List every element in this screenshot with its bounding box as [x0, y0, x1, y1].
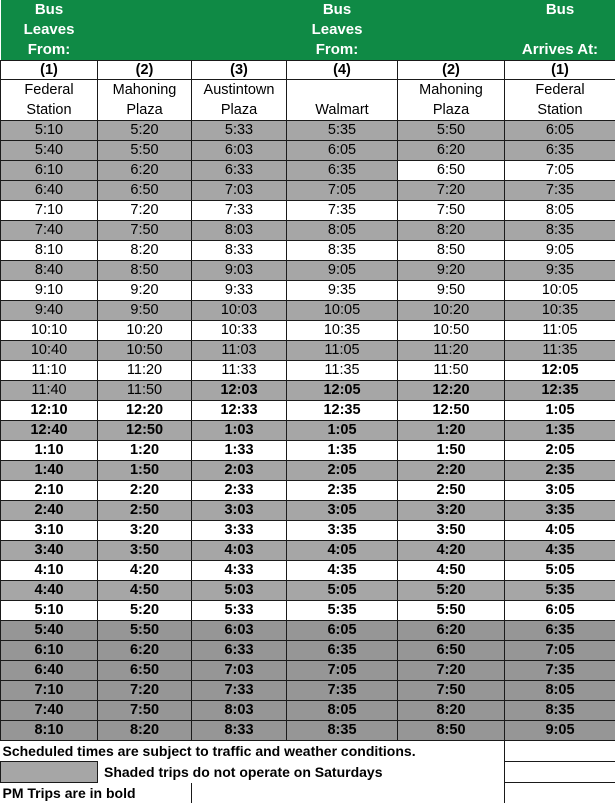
trip-time: 3:05: [505, 481, 615, 501]
trip-time: 4:50: [98, 581, 192, 601]
trip-time: 12:40: [1, 421, 98, 441]
trip-time: 8:10: [1, 241, 98, 261]
trip-time: 2:05: [287, 461, 398, 481]
stop-number: (2): [398, 61, 505, 80]
trip-time: 8:10: [1, 721, 98, 741]
trip-time: 1:35: [287, 441, 398, 461]
trip-row: [1, 281, 615, 301]
trip-time: 10:50: [398, 321, 505, 341]
trip-time: 3:35: [505, 501, 615, 521]
trip-time: 3:10: [1, 521, 98, 541]
trip-time: 4:20: [398, 541, 505, 561]
trip-time: 6:03: [192, 141, 287, 161]
trip-time: 12:10: [1, 401, 98, 421]
trip-time: 11:50: [398, 361, 505, 381]
trip-time: 7:03: [192, 181, 287, 201]
trip-time: 9:40: [1, 301, 98, 321]
trip-time: 9:05: [287, 261, 398, 281]
trip-time: 11:40: [1, 381, 98, 401]
trip-time: 12:05: [287, 381, 398, 401]
trip-time: 6:20: [98, 161, 192, 181]
stop-name: Federal Station: [505, 80, 615, 121]
trip-time: 4:50: [398, 561, 505, 581]
trip-time: 8:50: [398, 241, 505, 261]
trip-time: 2:10: [1, 481, 98, 501]
trip-time: 10:50: [98, 341, 192, 361]
trip-time: 11:10: [1, 361, 98, 381]
trip-time: 1:10: [1, 441, 98, 461]
trip-time: 8:35: [287, 241, 398, 261]
trip-time: 11:35: [287, 361, 398, 381]
trip-time: 10:40: [1, 341, 98, 361]
trip-time: 1:20: [398, 421, 505, 441]
header-arrives-at: Bus Arrives At:: [505, 0, 615, 61]
trip-time: 8:05: [287, 701, 398, 721]
trip-time: 8:40: [1, 261, 98, 281]
header-leaves-from-left: Bus Leaves From:: [1, 0, 98, 61]
trip-row: [1, 141, 615, 161]
trip-time: 7:50: [398, 201, 505, 221]
trip-row: [1, 461, 615, 481]
trip-row: [1, 221, 615, 241]
trip-row: [1, 121, 615, 141]
trip-time: 6:05: [287, 141, 398, 161]
trip-time: 9:35: [287, 281, 398, 301]
trip-time: 3:50: [98, 541, 192, 561]
trip-time: 1:05: [505, 401, 615, 421]
trip-time: 10:05: [287, 301, 398, 321]
stop-name: Mahoning Plaza: [398, 80, 505, 121]
trip-time: 6:50: [398, 161, 505, 181]
footnote-row: [1, 741, 615, 762]
trip-time: 2:40: [1, 501, 98, 521]
trip-time: 5:03: [192, 581, 287, 601]
trip-time: 12:05: [505, 361, 615, 381]
trip-time: 2:33: [192, 481, 287, 501]
trip-time: 1:50: [398, 441, 505, 461]
footnote-shaded: Shaded trips do not operate on Saturdays: [98, 762, 505, 783]
trip-row: [1, 261, 615, 281]
trip-time: 5:35: [287, 601, 398, 621]
trip-time: 8:20: [98, 241, 192, 261]
trip-time: 6:10: [1, 161, 98, 181]
trip-time: 1:33: [192, 441, 287, 461]
stop-name: Walmart: [287, 80, 398, 121]
trip-time: 8:50: [398, 721, 505, 741]
trip-time: 5:50: [98, 141, 192, 161]
trip-row: [1, 681, 615, 701]
trip-time: 8:35: [505, 701, 615, 721]
trip-row: [1, 641, 615, 661]
trip-time: 3:20: [398, 501, 505, 521]
footnote-row: [1, 783, 615, 803]
trip-time: 5:50: [98, 621, 192, 641]
trip-time: 5:50: [398, 601, 505, 621]
trip-time: 5:20: [98, 601, 192, 621]
trip-time: 9:20: [98, 281, 192, 301]
footnote-traffic: Scheduled times are subject to traffic and weather conditions.: [1, 741, 505, 762]
trip-time: 9:50: [398, 281, 505, 301]
trip-time: 2:20: [98, 481, 192, 501]
trip-time: 3:05: [287, 501, 398, 521]
trip-time: 1:40: [1, 461, 98, 481]
trip-time: 3:20: [98, 521, 192, 541]
trip-time: 8:33: [192, 241, 287, 261]
trip-time: 6:20: [98, 641, 192, 661]
trip-time: 7:35: [287, 201, 398, 221]
trip-time: 5:35: [505, 581, 615, 601]
header-leaves-from-middle: Bus Leaves From:: [287, 0, 398, 61]
trip-time: 6:35: [505, 141, 615, 161]
trip-time: 4:20: [98, 561, 192, 581]
trip-time: 10:33: [192, 321, 287, 341]
trip-time: 7:50: [98, 221, 192, 241]
trip-time: 7:20: [98, 681, 192, 701]
trip-time: 7:40: [1, 221, 98, 241]
trip-time: 7:05: [505, 161, 615, 181]
shade-legend-swatch: [1, 762, 98, 783]
trip-time: 11:50: [98, 381, 192, 401]
trip-time: 6:50: [398, 641, 505, 661]
trip-time: 5:33: [192, 601, 287, 621]
trip-time: 6:40: [1, 661, 98, 681]
trip-time: 5:33: [192, 121, 287, 141]
trip-time: 6:50: [98, 181, 192, 201]
trip-time: 11:05: [505, 321, 615, 341]
trip-time: 1:03: [192, 421, 287, 441]
trip-time: 12:20: [398, 381, 505, 401]
trip-time: 1:50: [98, 461, 192, 481]
trip-row: [1, 361, 615, 381]
trip-time: 3:40: [1, 541, 98, 561]
trip-time: 7:35: [287, 681, 398, 701]
trip-time: 7:50: [98, 701, 192, 721]
trip-time: 9:33: [192, 281, 287, 301]
trip-row: [1, 161, 615, 181]
trip-time: 10:10: [1, 321, 98, 341]
trip-time: 8:35: [287, 721, 398, 741]
trip-row: [1, 721, 615, 741]
trip-time: 4:35: [505, 541, 615, 561]
trip-time: 7:10: [1, 681, 98, 701]
trip-time: 11:33: [192, 361, 287, 381]
trip-time: 7:10: [1, 201, 98, 221]
trip-time: 2:05: [505, 441, 615, 461]
trip-row: [1, 181, 615, 201]
trip-row: [1, 581, 615, 601]
trip-time: 6:50: [98, 661, 192, 681]
trip-row: [1, 381, 615, 401]
header-band: [1, 0, 615, 61]
stop-number: (4): [287, 61, 398, 80]
stop-number: (2): [98, 61, 192, 80]
trip-row: [1, 421, 615, 441]
trip-row: [1, 661, 615, 681]
stop-name-row: [1, 80, 615, 121]
trip-time: 2:50: [398, 481, 505, 501]
trip-row: [1, 301, 615, 321]
trip-time: 6:10: [1, 641, 98, 661]
trip-time: 7:03: [192, 661, 287, 681]
trip-row: [1, 401, 615, 421]
trip-time: 3:50: [398, 521, 505, 541]
trip-time: 5:10: [1, 121, 98, 141]
trip-time: 7:20: [98, 201, 192, 221]
trip-time: 10:35: [505, 301, 615, 321]
trip-time: 5:05: [287, 581, 398, 601]
trip-time: 2:35: [505, 461, 615, 481]
trip-time: 4:05: [287, 541, 398, 561]
trip-time: 11:35: [505, 341, 615, 361]
trip-row: [1, 481, 615, 501]
trip-time: 4:33: [192, 561, 287, 581]
trip-time: 2:50: [98, 501, 192, 521]
trip-time: 12:35: [505, 381, 615, 401]
trip-time: 12:20: [98, 401, 192, 421]
trip-time: 8:20: [98, 721, 192, 741]
trip-time: 5:20: [98, 121, 192, 141]
trip-row: [1, 321, 615, 341]
trip-time: 5:35: [287, 121, 398, 141]
trip-time: 12:35: [287, 401, 398, 421]
trip-time: 2:35: [287, 481, 398, 501]
trip-time: 9:10: [1, 281, 98, 301]
trip-row: [1, 621, 615, 641]
trip-row: [1, 441, 615, 461]
trip-row: [1, 561, 615, 581]
trip-time: 7:33: [192, 681, 287, 701]
trip-time: 1:20: [98, 441, 192, 461]
trip-time: 6:03: [192, 621, 287, 641]
trip-time: 4:35: [287, 561, 398, 581]
trip-time: 8:20: [398, 221, 505, 241]
trip-row: [1, 241, 615, 261]
trip-time: 4:05: [505, 521, 615, 541]
trip-time: 5:10: [1, 601, 98, 621]
trip-time: 6:05: [505, 121, 615, 141]
trip-time: 10:20: [98, 321, 192, 341]
trip-time: 8:05: [505, 201, 615, 221]
trip-time: 10:05: [505, 281, 615, 301]
trip-time: 6:05: [287, 621, 398, 641]
trip-time: 5:05: [505, 561, 615, 581]
trip-row: [1, 341, 615, 361]
stop-name: Austintown Plaza: [192, 80, 287, 121]
trip-time: 7:50: [398, 681, 505, 701]
stop-number: (1): [505, 61, 615, 80]
trip-time: 7:05: [287, 661, 398, 681]
trip-time: 9:50: [98, 301, 192, 321]
trip-time: 6:05: [505, 601, 615, 621]
trip-time: 1:35: [505, 421, 615, 441]
trip-time: 9:35: [505, 261, 615, 281]
stop-name: Mahoning Plaza: [98, 80, 192, 121]
time-rows: [1, 121, 615, 741]
trip-time: 11:20: [98, 361, 192, 381]
trip-row: [1, 201, 615, 221]
stop-number: (1): [1, 61, 98, 80]
trip-time: 11:03: [192, 341, 287, 361]
trip-time: 9:05: [505, 241, 615, 261]
trip-time: 11:05: [287, 341, 398, 361]
trip-time: 3:33: [192, 521, 287, 541]
trip-time: 5:20: [398, 581, 505, 601]
trip-time: 8:05: [287, 221, 398, 241]
trip-time: 8:35: [505, 221, 615, 241]
trip-time: 12:50: [98, 421, 192, 441]
trip-row: [1, 541, 615, 561]
trip-time: 3:03: [192, 501, 287, 521]
trip-time: 7:05: [287, 181, 398, 201]
trip-time: 7:40: [1, 701, 98, 721]
trip-time: 11:20: [398, 341, 505, 361]
trip-time: 9:03: [192, 261, 287, 281]
footnote-pm: PM Trips are in bold: [1, 783, 192, 803]
trip-time: 12:50: [398, 401, 505, 421]
trip-row: [1, 521, 615, 541]
trip-time: 8:05: [505, 681, 615, 701]
trip-time: 7:20: [398, 661, 505, 681]
trip-time: 1:05: [287, 421, 398, 441]
trip-time: 8:50: [98, 261, 192, 281]
trip-time: 7:05: [505, 641, 615, 661]
trip-row: [1, 501, 615, 521]
footnote-row: [1, 762, 615, 783]
trip-time: 4:40: [1, 581, 98, 601]
trip-time: 4:10: [1, 561, 98, 581]
trip-time: 7:33: [192, 201, 287, 221]
trip-time: 4:03: [192, 541, 287, 561]
trip-time: 6:35: [505, 621, 615, 641]
trip-time: 7:35: [505, 181, 615, 201]
trip-time: 8:03: [192, 221, 287, 241]
trip-time: 7:20: [398, 181, 505, 201]
trip-time: 9:05: [505, 721, 615, 741]
stop-number: (3): [192, 61, 287, 80]
trip-time: 12:33: [192, 401, 287, 421]
trip-time: 6:33: [192, 641, 287, 661]
stop-name: Federal Station: [1, 80, 98, 121]
trip-time: 6:20: [398, 621, 505, 641]
trip-time: 6:35: [287, 161, 398, 181]
trip-time: 9:20: [398, 261, 505, 281]
trip-time: 12:03: [192, 381, 287, 401]
trip-time: 6:40: [1, 181, 98, 201]
trip-time: 6:20: [398, 141, 505, 161]
trip-row: [1, 701, 615, 721]
trip-time: 8:03: [192, 701, 287, 721]
trip-row: [1, 601, 615, 621]
trip-time: 10:20: [398, 301, 505, 321]
trip-time: 8:33: [192, 721, 287, 741]
trip-time: 10:35: [287, 321, 398, 341]
trip-time: 2:03: [192, 461, 287, 481]
trip-time: 2:20: [398, 461, 505, 481]
trip-time: 8:20: [398, 701, 505, 721]
trip-time: 6:33: [192, 161, 287, 181]
trip-time: 5:40: [1, 621, 98, 641]
trip-time: 10:03: [192, 301, 287, 321]
trip-time: 6:35: [287, 641, 398, 661]
trip-time: 5:50: [398, 121, 505, 141]
trip-time: 3:35: [287, 521, 398, 541]
stop-number-row: [1, 61, 615, 80]
trip-time: 5:40: [1, 141, 98, 161]
trip-time: 7:35: [505, 661, 615, 681]
